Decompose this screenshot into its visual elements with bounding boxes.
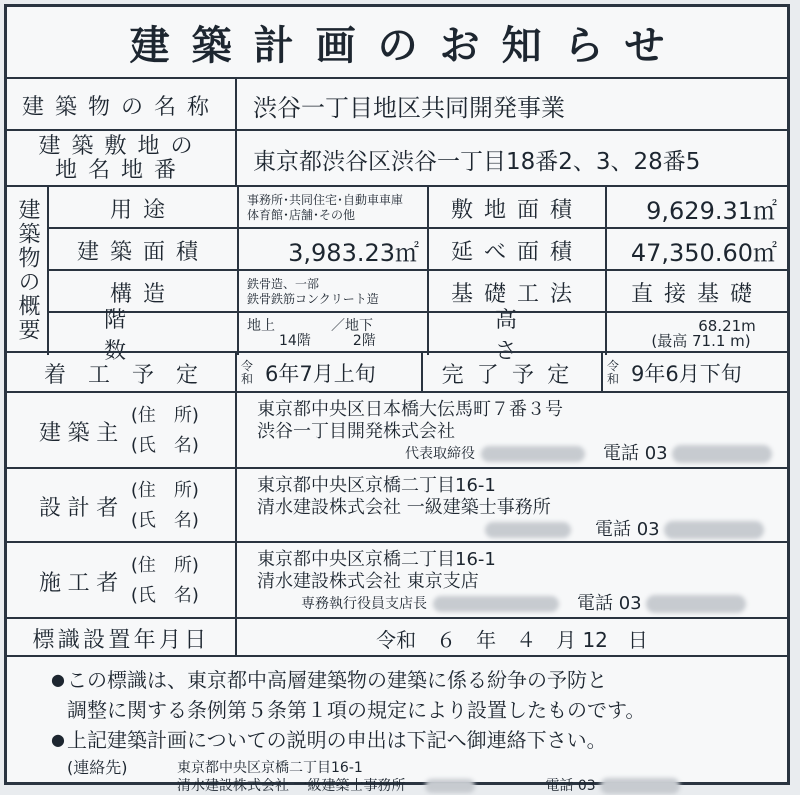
start-label: 着工予定 <box>43 362 220 388</box>
building-area-value: 3,983.23㎡ <box>237 229 427 271</box>
owner-value <box>235 393 787 469</box>
floors-value <box>237 313 427 355</box>
row-designer <box>7 467 787 543</box>
row-contractor <box>7 541 787 619</box>
row-schedule <box>7 351 787 393</box>
bullet-icon: ● <box>51 670 65 689</box>
contact-block <box>67 759 787 795</box>
designer-label: 設計者 <box>39 495 125 521</box>
end-date: 9年6月下旬 <box>631 362 742 386</box>
owner-name: 渋谷一丁目開発株式会社 <box>257 421 455 442</box>
redacted-mark <box>664 521 764 539</box>
row-use <box>47 185 787 229</box>
row-owner <box>7 391 787 469</box>
designer-tel-line <box>257 519 787 541</box>
row-site <box>7 129 787 187</box>
redacted-mark <box>485 522 571 538</box>
sign-date-value: 令和 ６ 年 ４ 月 12 日 <box>235 619 787 657</box>
building-area-label: 建築面積 <box>76 239 209 265</box>
foundation-label: 基礎工法 <box>427 271 605 313</box>
floors-label: 階数 <box>104 308 182 364</box>
floors-value-line2: 14階 2階 <box>279 333 376 349</box>
end-value <box>601 353 787 393</box>
contractor-address: 東京都中央区京橋二丁目16-1 <box>257 549 496 570</box>
structure-value <box>237 271 427 313</box>
redacted-mark <box>425 779 475 793</box>
contractor-sub-address: (住 所) <box>130 555 199 576</box>
notice-title: 建築計画のお知らせ <box>129 22 687 69</box>
owner-sub <box>125 401 199 461</box>
use-value-line1: 事務所･共同住宅･自動車車庫 <box>247 193 404 207</box>
overview-label: 建築物の概要 <box>15 198 40 342</box>
height-value-line1: 68.21m <box>698 317 756 335</box>
floors-value-line1: 地上 ／地下 <box>247 318 373 334</box>
structure-value-line2: 鉄骨鉄筋コンクリート造 <box>247 292 379 306</box>
contractor-rep-line <box>257 593 787 615</box>
owner-label: 建築主 <box>39 420 125 446</box>
contractor-rep: 専務執行役員支店長 <box>301 596 427 612</box>
site-area-label: 敷地面積 <box>427 187 605 229</box>
structure-value-line1: 鉄骨造、一部 <box>247 277 320 291</box>
start-era: 令和 <box>241 359 254 386</box>
owner-sub-name: (氏 名) <box>130 435 199 456</box>
designer-sub <box>125 476 199 536</box>
site-area-value: 9,629.31㎡ <box>605 187 787 229</box>
owner-tel: 電話 03 <box>603 443 668 464</box>
row-building-name <box>7 77 787 131</box>
floor-area-value: 47,350.60㎡ <box>605 229 787 271</box>
designer-label-cell <box>7 469 235 543</box>
contractor-sub-name: (氏 名) <box>130 585 199 606</box>
redacted-mark <box>481 446 585 462</box>
note-line1: この標識は、東京都中高層建築物の建築に係る紛争の予防と <box>67 668 607 692</box>
contact-name-line <box>67 777 787 795</box>
redacted-mark <box>433 596 559 612</box>
height-value-line2: (最高 71.1 m) <box>651 332 751 350</box>
owner-sub-address: (住 所) <box>130 405 199 426</box>
bullet-icon: ● <box>51 730 65 749</box>
contact-address: 東京都中央区京橋二丁目16-1 <box>177 760 363 776</box>
overview-block <box>7 185 787 364</box>
note-line3: 上記建築計画についての説明の申出は下記へ御連絡下さい。 <box>67 728 607 752</box>
designer-value <box>235 469 787 543</box>
owner-rep-line <box>257 443 787 465</box>
redacted-mark <box>672 445 772 463</box>
designer-name: 清水建設株式会社 一級建築士事務所 <box>257 497 551 518</box>
contractor-sub <box>125 551 199 611</box>
redacted-mark <box>646 595 746 613</box>
designer-address: 東京都中央区京橋二丁目16-1 <box>257 475 496 496</box>
contact-label: (連絡先) <box>67 758 128 777</box>
site-label <box>7 131 235 187</box>
contractor-label: 施工者 <box>39 570 125 596</box>
use-value-line2: 体育館･店舗･その他 <box>247 208 356 222</box>
site-value: 東京都渋谷区渋谷一丁目18番2、3、28番5 <box>235 131 787 187</box>
contact-tel: 電話 03 <box>545 778 596 794</box>
structure-label: 構造 <box>109 281 176 307</box>
start-date: 6年7月上旬 <box>265 362 376 386</box>
foundation-value: 直接基礎 <box>605 271 787 313</box>
contractor-name: 清水建設株式会社 東京支店 <box>257 571 479 592</box>
note-line2: 調整に関する条例第５条第１項の規定により設置したものです。 <box>67 698 646 722</box>
designer-sub-name: (氏 名) <box>130 510 199 531</box>
contact-name: 清水建設株式会社 一級建築士事務所 <box>177 778 406 794</box>
height-label: 高さ <box>427 313 605 355</box>
redacted-mark <box>600 778 680 794</box>
row-building-area <box>47 227 787 271</box>
building-name-label: 建築物の名称 <box>21 94 220 120</box>
contractor-value <box>235 543 787 619</box>
height-value <box>605 313 787 355</box>
use-value <box>237 187 427 229</box>
owner-rep: 代表取締役 <box>405 446 475 462</box>
designer-tel: 電話 03 <box>595 519 660 540</box>
end-era: 令和 <box>607 359 620 386</box>
site-label-line2: 地名地番 <box>54 158 187 183</box>
site-label-line1: 建築敷地の <box>38 134 204 159</box>
use-label: 用途 <box>109 197 176 223</box>
owner-label-cell <box>7 393 235 469</box>
row-sign-date <box>7 617 787 657</box>
sign-date-label: 標識設置年月日 <box>32 627 210 653</box>
contractor-label-cell <box>7 543 235 619</box>
end-label: 完了予定 <box>421 353 601 393</box>
floor-area-label: 延べ面積 <box>427 229 605 271</box>
building-name-value: 渋谷一丁目地区共同開発事業 <box>235 79 787 131</box>
contractor-tel: 電話 03 <box>577 593 642 614</box>
row-floors <box>47 308 787 364</box>
start-value <box>235 353 421 393</box>
owner-address: 東京都中央区日本橋大伝馬町７番３号 <box>257 399 563 420</box>
notes-section <box>7 655 787 794</box>
notice-board <box>4 4 790 794</box>
designer-sub-address: (住 所) <box>130 480 199 501</box>
